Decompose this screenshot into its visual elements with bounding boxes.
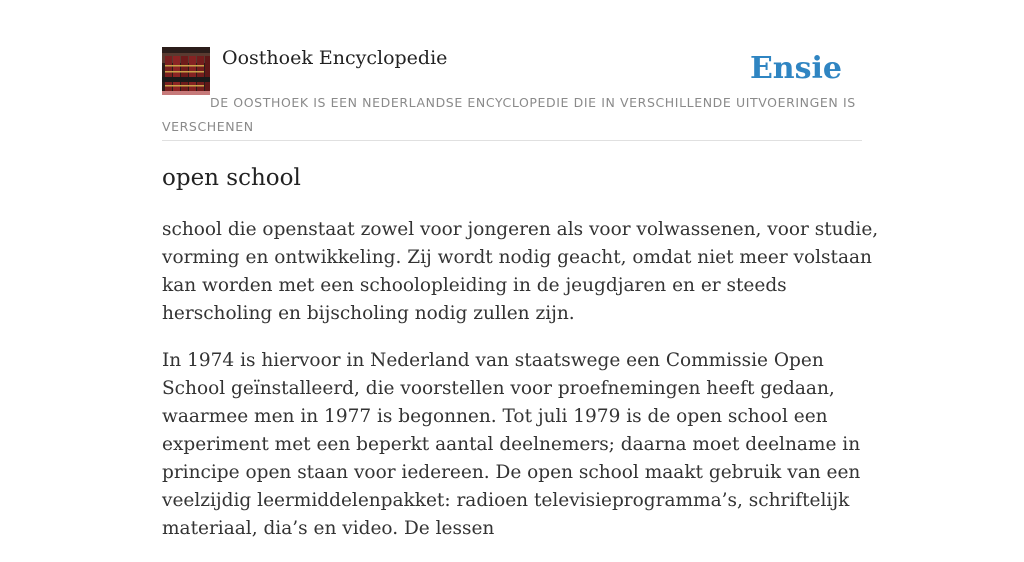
ensie-logo-link[interactable]: Ensie (749, 51, 842, 86)
source-header (162, 47, 862, 141)
source-title[interactable]: Oosthoek Encyclopedie (222, 47, 448, 69)
article-paragraph: school die openstaat zowel voor jongeren als voor volwassenen, voor studie, vorming en ontwikkeling. Zij wordt nodig geacht, omdat niet meer volstaan kan worden met een schoolopleiding in de jeugdjaren en er steeds herscholing en bijscholing nodig zullen zijn. (162, 219, 879, 324)
article-paragraph: In 1974 is hiervoor in Nederland van staatswege een Commissie Open School geïnstalleerd, die voorstellen voor proefnemingen heeft gedaan, waarmee men in 1977 is begonnen. Tot juli 1979 is de open school een experiment met een beperkt aantal deelnemers; daarna moet deelname in principe open staan voor iedereen. De open school maakt gebruik van een veelzijdig leermiddelenpakket: radioen televisieprogramma’s, schriftelijk materiaal, dia’s en video. De lessen (162, 350, 861, 539)
source-description: DE OOSTHOEK IS EEN NEDERLANDSE ENCYCLOPEDIE DIE IN VERSCHILLENDE UITVOERINGEN IS VERSCHENEN (162, 95, 856, 134)
article-body (162, 216, 882, 562)
article-title: open school (162, 165, 301, 191)
encyclopedia-books-icon[interactable] (162, 47, 210, 95)
